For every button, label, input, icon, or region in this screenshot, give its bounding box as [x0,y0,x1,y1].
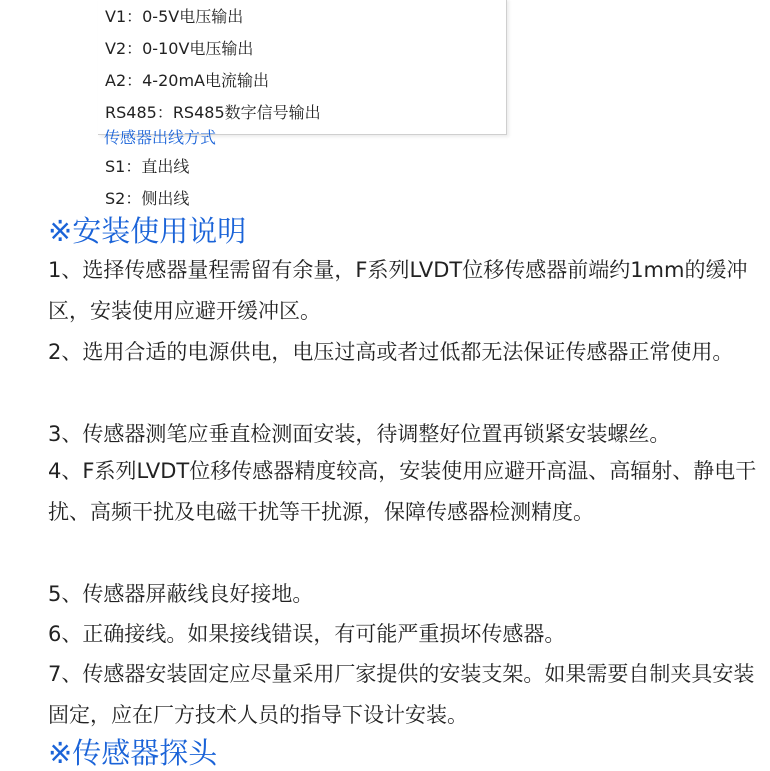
probe-heading: ※传感器探头 [48,736,218,770]
install-item-6: 6、正确接线。如果接线错误，有可能严重损坏传感器。 [48,622,566,646]
output-type-v1: V1：0-5V电压输出 [105,7,244,26]
wiring-item-s2: S2：侧出线 [105,189,190,208]
output-type-v2: V2：0-10V电压输出 [105,39,254,58]
wiring-heading: 传感器出线方式 [104,128,217,147]
install-item-5: 5、传感器屏蔽线良好接地。 [48,582,314,606]
install-item-4: 4、F系列LVDT位移传感器精度较高，安装使用应避开高温、高辐射、静电干扰、高频干扰及电磁干扰等干扰源，保障传感器检测精度。 [48,459,757,524]
install-item-2: 2、选用合适的电源供电，电压过高或者过低都无法保证传感器正常使用。 [48,340,734,364]
install-heading: ※安装使用说明 [48,214,247,248]
wiring-item-s1: S1：直出线 [105,157,190,176]
install-item-1: 1、选择传感器量程需留有余量，F系列LVDT位移传感器前端约1mm的缓冲区，安装使用应避开缓冲区。 [48,258,748,323]
output-type-a2: A2：4-20mA电流输出 [105,71,269,90]
output-type-rs485: RS485：RS485数字信号输出 [105,103,321,122]
install-item-7: 7、传感器安装固定应尽量采用厂家提供的安装支架。如果需要自制夹具安装固定，应在厂方技术人员的指导下设计安装。 [48,662,755,727]
install-item-3: 3、传感器测笔应垂直检测面安装，待调整好位置再锁紧安装螺丝。 [48,422,671,446]
